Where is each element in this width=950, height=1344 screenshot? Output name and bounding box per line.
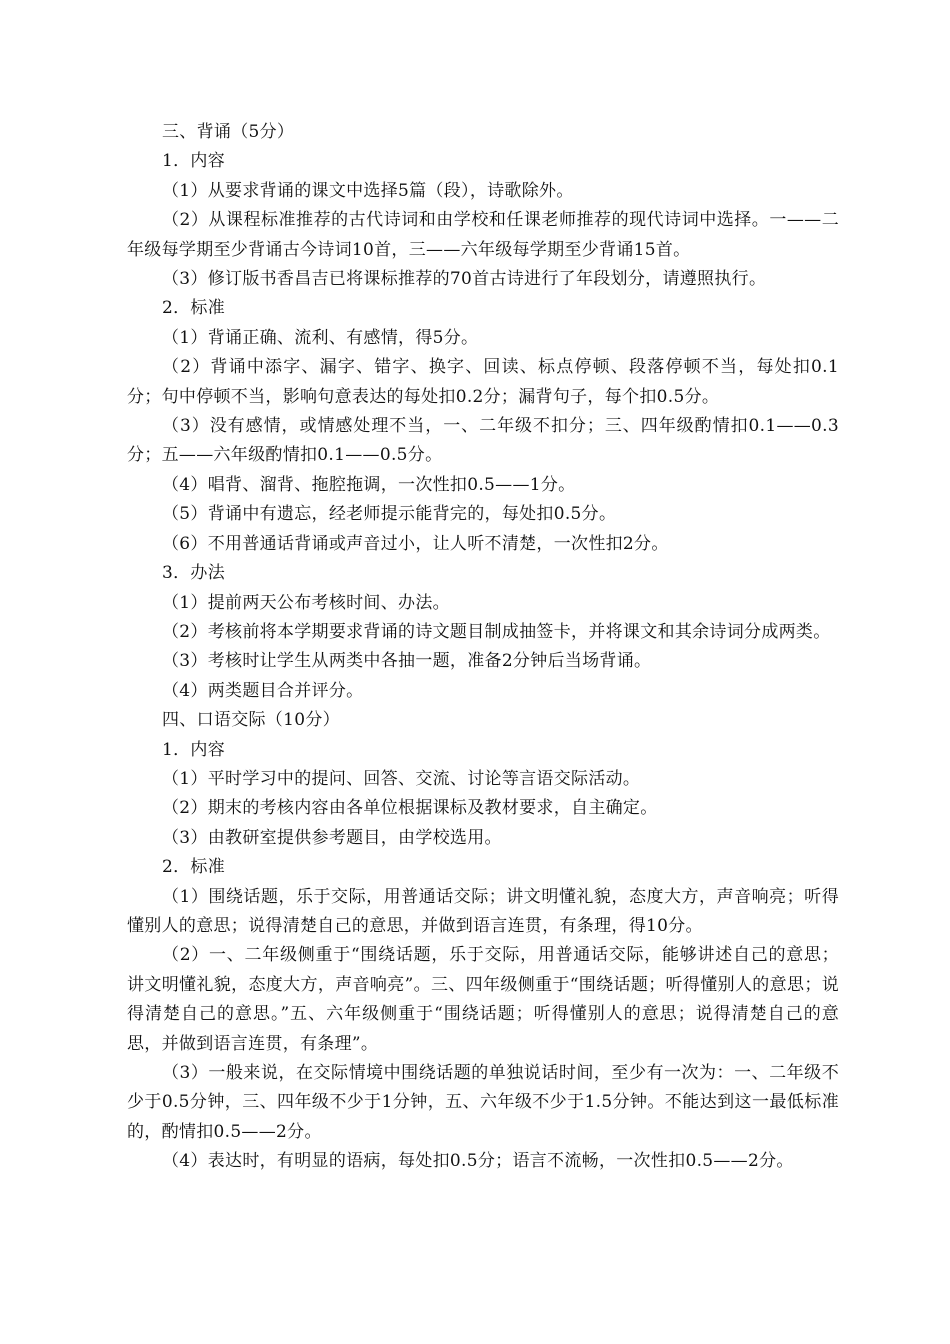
list-item: （3）一般来说，在交际情境中围绕话题的单独说话时间，至少有一次为：一、二年级不少于0.5分钟，三、四年级不少于1分钟，五、六年级不少于1.5分钟。不能达到这一最低标准的，酌情扣0.5——2分。 [127, 1063, 839, 1142]
list-item: （2）背诵中添字、漏字、错字、换字、回读、标点停顿、段落停顿不当，每处扣0.1分；句中停顿不当，影响句意表达的每处扣0.2分；漏背句子，每个扣0.5分。 [127, 357, 839, 407]
subheading-content: 1．内容 [162, 151, 226, 172]
list-item: （3）修订版书香昌吉已将课标推荐的70首古诗进行了年段划分，请遵照执行。 [162, 269, 767, 290]
section-heading-oral-communication: 四、口语交际（10分） [162, 710, 340, 731]
subheading-content: 1．内容 [162, 739, 226, 760]
section-heading-recitation: 三、背诵（5分） [162, 122, 295, 142]
subheading-method: 3．办法 [162, 563, 226, 584]
list-item: （1）围绕话题，乐于交际，用普通话交际；讲文明懂礼貌，态度大方，声音响亮；听得懂别人的意思；说得清楚自己的意思，并做到语言连贯，有条理，得10分。 [127, 886, 839, 936]
list-item: （1）平时学习中的提问、回答、交流、讨论等言语交际活动。 [162, 768, 641, 789]
list-item: （6）不用普通话背诵或声音过小，让人听不清楚，一次性扣2分。 [162, 533, 669, 554]
list-item: （2）期末的考核内容由各单位根据课标及教材要求，自主确定。 [162, 798, 658, 819]
list-item: （2）从课程标准推荐的古代诗词和由学校和任课老师推荐的现代诗词中选择。一——二年级每学期至少背诵古今诗词10首，三——六年级每学期至少背诵15首。 [127, 210, 839, 260]
list-item: （1）提前两天公布考核时间、办法。 [162, 592, 450, 613]
document-body [127, 118, 839, 1177]
list-item: （3）考核时让学生从两类中各抽一题，准备2分钟后当场背诵。 [162, 651, 652, 672]
list-item: （2）考核前将本学期要求背诵的诗文题目制成抽签卡，并将课文和其余诗词分成两类。 [162, 621, 831, 642]
list-item: （3）没有感情，或情感处理不当，一、二年级不扣分；三、四年级酌情扣0.1——0.3分；五——六年级酌情扣0.1——0.5分。 [127, 416, 839, 466]
list-item: （4）表达时，有明显的语病，每处扣0.5分；语言不流畅，一次性扣0.5——2分。 [162, 1151, 794, 1172]
list-item: （1）从要求背诵的课文中选择5篇（段），诗歌除外。 [162, 180, 574, 201]
list-item: （3）由教研室提供参考题目，由学校选用。 [162, 827, 502, 848]
subheading-standard: 2．标准 [162, 298, 226, 319]
list-item: （4）唱背、溜背、拖腔拖调，一次性扣0.5——1分。 [162, 474, 576, 495]
list-item: （2）一、二年级侧重于“围绕话题，乐于交际，用普通话交际，能够讲述自己的意思；讲文明懂礼貌，态度大方，声音响亮”。三、四年级侧重于“围绕话题；听得懂别人的意思；说得清楚自己的意思。”五、六年级侧重于“围绕话题；听得懂别人的意思；说得清楚自己的意思，并做到语言连贯，有条理”。 [127, 945, 839, 1054]
list-item: （1）背诵正确、流利、有感情，得5分。 [162, 327, 479, 348]
subheading-standard: 2．标准 [162, 857, 226, 878]
list-item: （4）两类题目合并评分。 [162, 680, 364, 701]
list-item: （5）背诵中有遗忘，经老师提示能背完的，每处扣0.5分。 [162, 504, 617, 525]
